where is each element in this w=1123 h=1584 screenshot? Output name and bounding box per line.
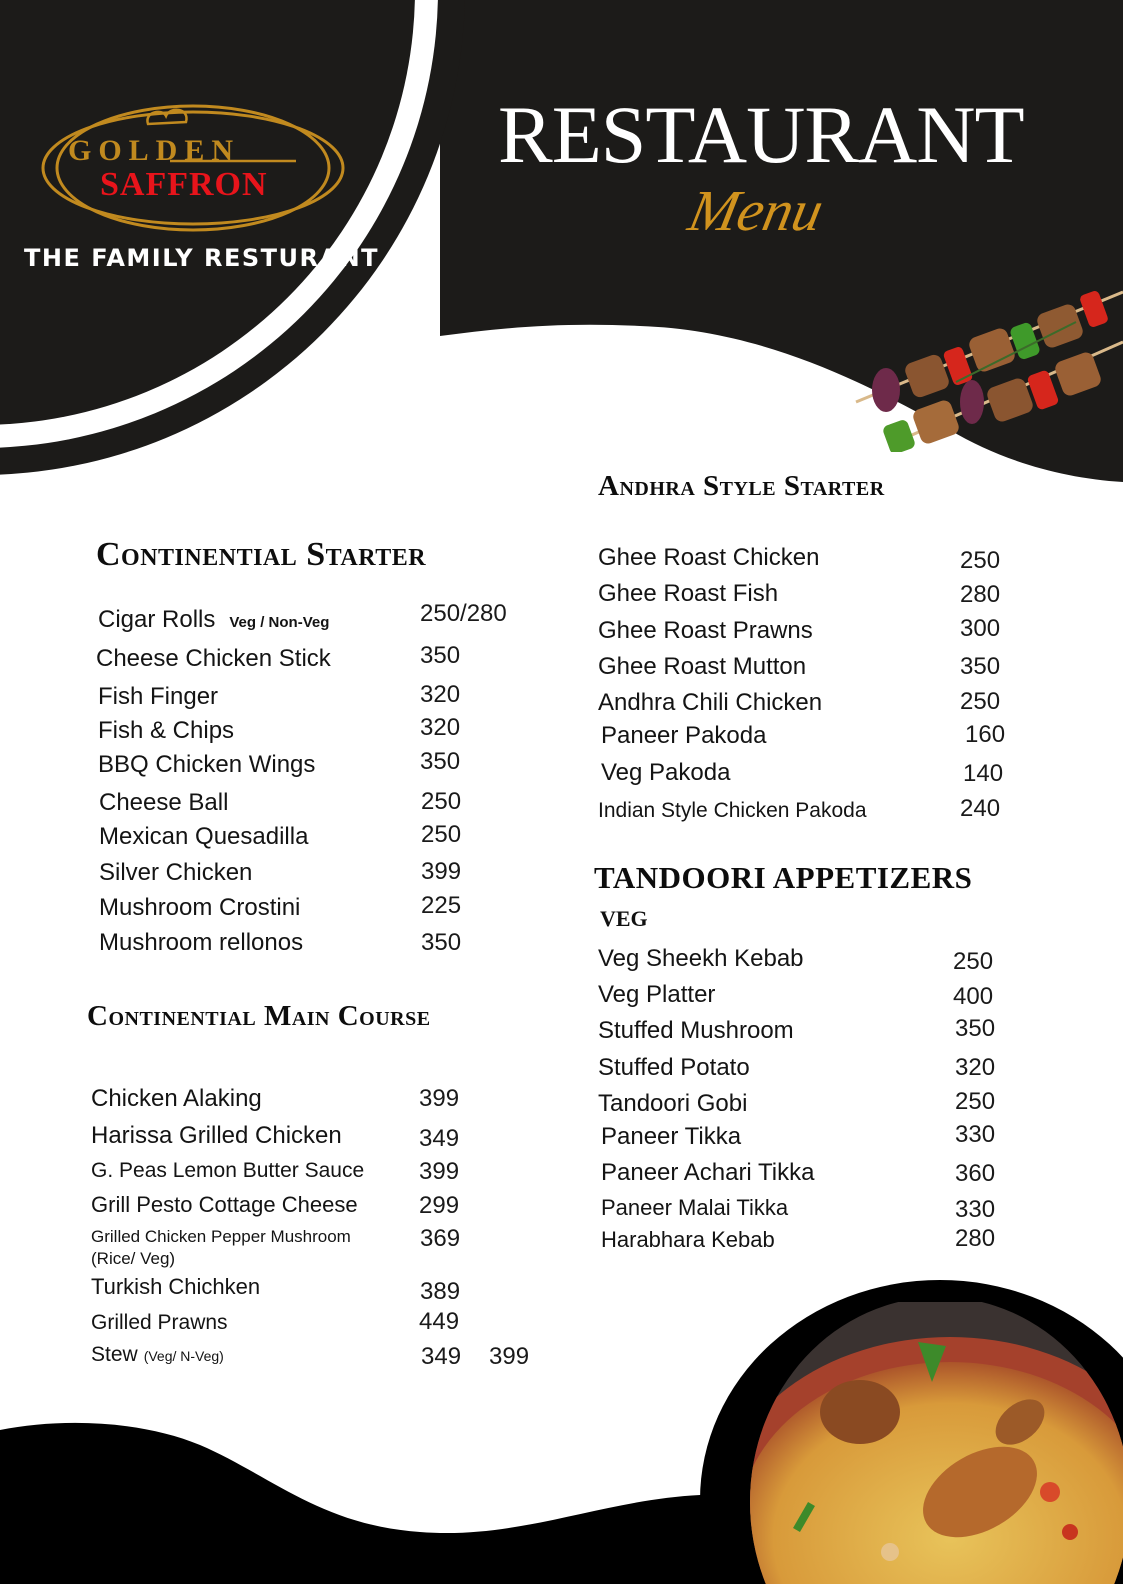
menu-item-price: 240 <box>960 795 1001 822</box>
chicken-skewers-image <box>846 272 1123 452</box>
menu-item: Ghee Roast Prawns <box>598 617 813 644</box>
menu-item-price: 299 <box>419 1192 460 1219</box>
menu-item-price: 250 <box>960 688 1001 715</box>
menu-item: G. Peas Lemon Butter Sauce <box>91 1159 365 1182</box>
menu-item-price: 399 <box>421 858 462 885</box>
menu-item-price: 350 <box>421 929 462 956</box>
logo-text-saffron: SAFFRON <box>100 166 268 203</box>
menu-item: Mushroom rellonos <box>99 929 304 956</box>
menu-item-price: 280 <box>960 581 1001 608</box>
menu-item-price: 320 <box>420 681 461 708</box>
menu-item-price: 280 <box>955 1225 996 1252</box>
menu-item: Cigar Rolls Veg / Non-Veg <box>98 606 330 633</box>
menu-item-price: 160 <box>965 721 1006 748</box>
sub-label-veg: VEG <box>600 906 648 931</box>
menu-item: Grilled Chicken Pepper Mushroom (Rice/ Veg) <box>91 1227 351 1268</box>
menu-item: Paneer Achari Tikka <box>601 1159 815 1186</box>
section-title-continental-starter: Continential Starter <box>96 536 427 573</box>
section-title-continental-main-course: Continential Main Course <box>87 1000 431 1032</box>
menu-item-price: 350 <box>955 1015 996 1042</box>
menu-item: Fish Finger <box>98 683 219 710</box>
menu-item: Harissa Grilled Chicken <box>91 1122 342 1149</box>
menu-item: Chicken Alaking <box>91 1085 262 1112</box>
menu-item-price: 350 <box>420 748 461 775</box>
tagline: THE FAMILY RESTURANT <box>24 244 380 272</box>
menu-item: Stew (Veg/ N-Veg) <box>91 1343 224 1366</box>
menu-item: Grill Pesto Cottage Cheese <box>91 1192 358 1217</box>
chicken-biryani-image <box>720 1302 1123 1584</box>
menu-item-price: 399 <box>419 1158 460 1185</box>
menu-item-price: 349 <box>421 1343 462 1370</box>
logo <box>38 104 348 232</box>
menu-item-price: 320 <box>420 714 461 741</box>
menu-item: Ghee Roast Mutton <box>598 653 807 680</box>
menu-item: Harabhara Kebab <box>601 1227 775 1252</box>
footer-dark-wave <box>0 1423 760 1584</box>
menu-item: Fish & Chips <box>98 717 235 744</box>
menu-item-price: 300 <box>960 615 1001 642</box>
menu-item: Ghee Roast Fish <box>598 580 779 607</box>
menu-item-price: 399 <box>419 1085 460 1112</box>
menu-item-price: 250/280 <box>420 600 507 627</box>
menu-item-price: 250 <box>421 821 462 848</box>
menu-item-price: 250 <box>955 1088 996 1115</box>
menu-item-price: 320 <box>955 1054 996 1081</box>
menu-item-price: 350 <box>420 642 461 669</box>
menu-item: Andhra Chili Chicken <box>598 689 823 716</box>
menu-item: Turkish Chichken <box>91 1274 261 1299</box>
menu-item: Veg Pakoda <box>601 759 731 786</box>
menu-item: Stuffed Mushroom <box>598 1017 794 1044</box>
menu-item-price: 250 <box>953 948 994 975</box>
menu-item: Mexican Quesadilla <box>99 823 309 850</box>
menu-item-price: 360 <box>955 1160 996 1187</box>
menu-item: Paneer Tikka <box>601 1123 742 1150</box>
menu-item: Grilled Prawns <box>91 1311 228 1334</box>
menu-item: Silver Chicken <box>99 859 253 886</box>
menu-item: Indian Style Chicken Pakoda <box>598 799 867 822</box>
menu-item-price: 389 <box>420 1278 461 1305</box>
menu-item: Veg Platter <box>598 981 716 1008</box>
menu-item-price: 349 <box>419 1125 460 1152</box>
menu-item: Paneer Malai Tikka <box>601 1195 789 1220</box>
menu-item-price: 250 <box>960 547 1001 574</box>
menu-item-price: 369 <box>420 1225 461 1252</box>
menu-item: Ghee Roast Chicken <box>598 544 820 571</box>
menu-item: Stuffed Potato <box>598 1054 750 1081</box>
page-subtitle: Menu <box>683 178 830 243</box>
menu-item: BBQ Chicken Wings <box>98 751 316 778</box>
menu-item: Tandoori Gobi <box>598 1090 748 1117</box>
menu-item-price: 140 <box>963 760 1004 787</box>
menu-item: Veg Sheekh Kebab <box>598 945 804 972</box>
menu-item: Paneer Pakoda <box>601 722 767 749</box>
menu-item: Mushroom Crostini <box>99 894 301 921</box>
menu-item-price: 330 <box>955 1121 996 1148</box>
menu-item-price: 449 <box>419 1308 460 1335</box>
page-title: RESTAURANT <box>498 89 1024 180</box>
menu-item: Cheese Chicken Stick <box>96 645 331 672</box>
menu-item-price-alt: 399 <box>489 1343 530 1370</box>
menu-item-price: 330 <box>955 1196 996 1223</box>
section-title-andhra-style-starter: Andhra Style Starter <box>598 470 885 502</box>
section-title-tandoori-appetizers: TANDOORI APPETIZERS <box>594 860 973 895</box>
menu-item-price: 400 <box>953 983 994 1010</box>
menu-item-price: 250 <box>421 788 462 815</box>
menu-item: Cheese Ball <box>99 789 229 816</box>
logo-text-golden: GOLDEN <box>68 134 241 167</box>
menu-item-price: 225 <box>421 892 462 919</box>
menu-item-price: 350 <box>960 653 1001 680</box>
